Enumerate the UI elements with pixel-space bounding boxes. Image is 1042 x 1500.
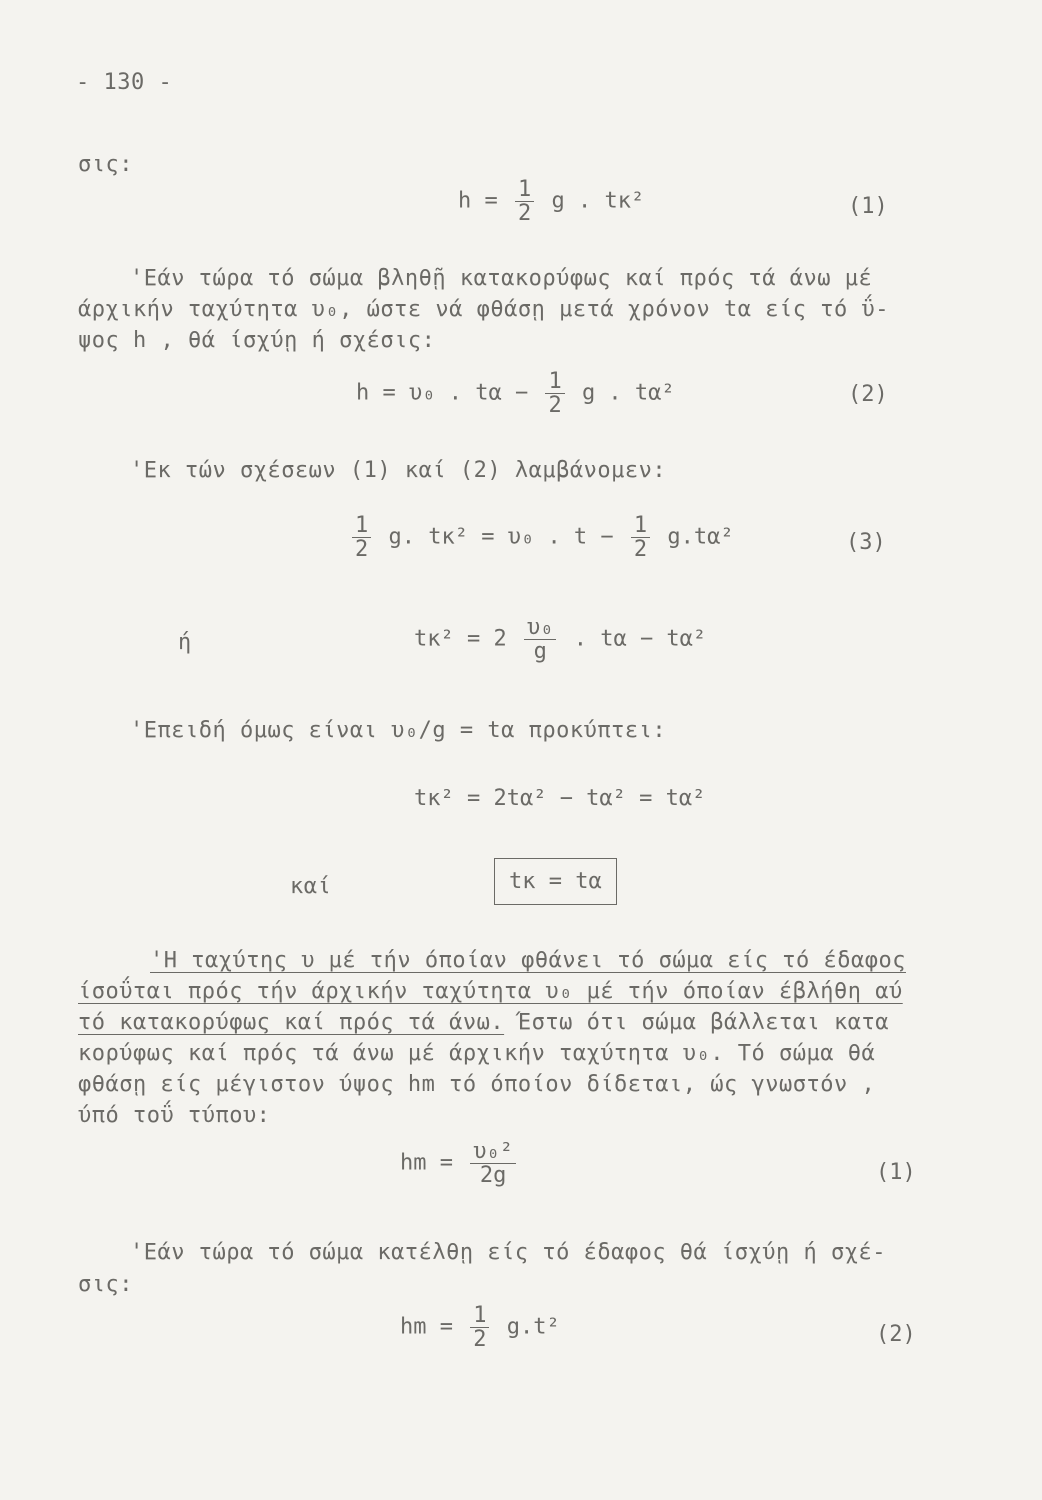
text-line: ψος h , θά ίσχύῃ ή σχέσις: [78, 328, 436, 353]
fraction: $\frac{1}{2}$ [545, 370, 564, 417]
equation-number: (1) [848, 194, 888, 219]
fraction: $\frac{1}{2}$ [352, 514, 371, 561]
boxed-result: tκ = tα [494, 858, 617, 905]
equation-number: (2) [848, 382, 888, 407]
text-line: καί [290, 874, 332, 899]
text-line: ή [178, 630, 192, 655]
page-number: - 130 - [76, 70, 173, 95]
text-line: 'Επειδή όμως είναι υ₀/g = tα προκύπτει: [130, 718, 667, 743]
text-line: κορύφως καί πρός τά άνω μέ άρχικήν ταχύτητα υ₀. Τό σώμα θά [78, 1041, 876, 1066]
fraction: $\frac{\text{υ₀²}}{2g}$ [470, 1140, 516, 1187]
fraction: $\frac{\text{υ₀}}{g}$ [524, 616, 557, 663]
equation-number: (1) [876, 1160, 916, 1185]
text-line: άρχικήν ταχύτητα υ₀, ώστε νά φθάσῃ μετά χρόνον tα είς τό ΰ- [78, 297, 889, 322]
text-line: 'Εάν τώρα τό σώμα κατέλθῃ είς τό έδαφος θά ίσχύῃ ή σχέ- [130, 1240, 886, 1265]
text-line: φθάσῃ είς μέγιστον ύψος hm τό όποίον δίδεται, ώς γνωστόν , [78, 1072, 876, 1097]
equation-number: (2) [876, 1322, 916, 1347]
equation-5: tκ² = 2tα² − tα² = tα² [414, 786, 706, 811]
text-line: τό κατακορύφως καί πρός τά άνω. Έστω ότι σώμα βάλλεται κατα [78, 1010, 889, 1035]
equation-1: h = $\frac{1}{2}$ g . tκ² [458, 177, 645, 227]
equation-3: $\frac{1}{2}$ g. tκ² = υ₀ . t − $\frac{1}{2}$ g.tα² [348, 514, 734, 561]
text-line: 'Εκ τών σχέσεων (1) καί (2) λαμβάνομεν: [130, 458, 667, 483]
equation-8: hm = $\frac{1}{2}$ g.t² [400, 1303, 560, 1353]
text-line: ίσοΰται πρός τήν άρχικήν ταχύτητα υ₀ μέ τήν όποίαν έβλήθη αύ [78, 979, 903, 1004]
text-line: σις: [78, 1272, 133, 1297]
text-line: σις: [78, 152, 133, 177]
fraction: $\frac{1}{2}$ [515, 178, 534, 225]
equation-number: (3) [846, 530, 886, 555]
fraction: $\frac{1}{2}$ [631, 514, 650, 561]
equation-7: hm = $\frac{\text{υ₀²}}{2g}$ [400, 1140, 520, 1187]
equation-4: tκ² = 2 $\frac{\text{υ₀}}{g}$ . tα − tα² [414, 615, 707, 665]
text-line: 'Εάν τώρα τό σώμα βληθῇ κατακορύφως καί πρός τά άνω μέ [130, 266, 873, 291]
text-line: 'Η ταχύτης υ μέ τήν όποίαν φθάνει τό σώμα είς τό έδαφος [150, 948, 906, 973]
fraction: $\frac{1}{2}$ [470, 1304, 489, 1351]
equation-2: h = υ₀ . tα − $\frac{1}{2}$ g . tα² [356, 369, 675, 419]
text-line: ύπό τοΰ τύπου: [78, 1103, 271, 1128]
